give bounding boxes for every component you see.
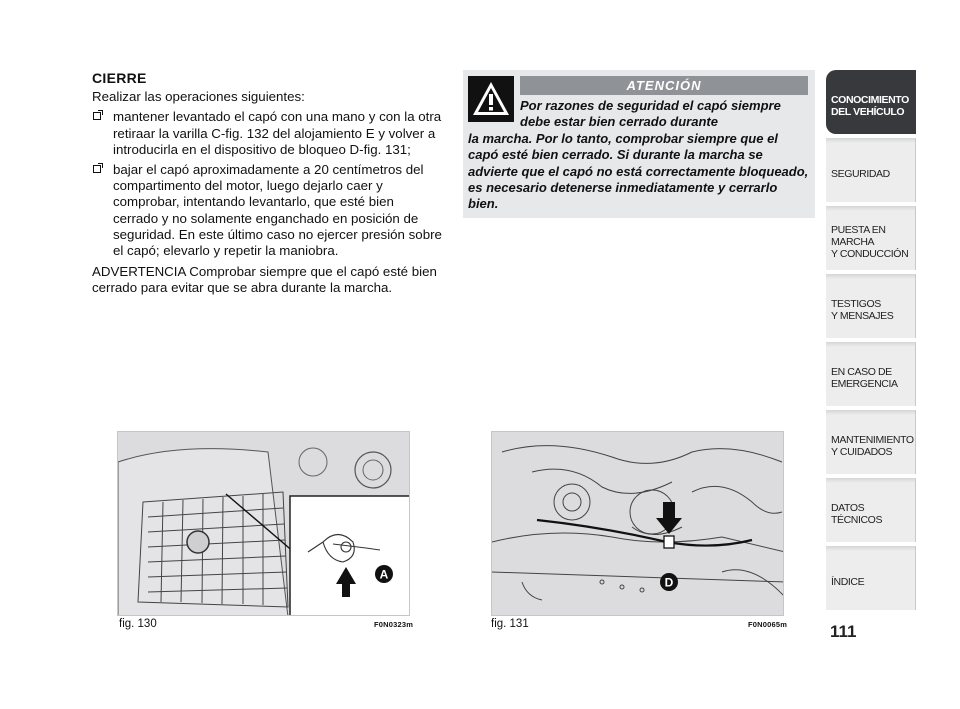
tab-label: MANTENIMIENTO Y CUIDADOS: [831, 434, 914, 458]
figure-130-caption: fig. 130: [119, 618, 157, 630]
list-item-text: bajar el capó aproximadamente a 20 centímetros del compartimento del motor, luego dejarlo caer y comprobar, intentando levantarlo, que esté bien cerrado y no solamente enganchado en posición de seguridad. En este último caso no ejercer presión sobre el capó; elevarlo y repetir la maniobra.: [113, 162, 442, 259]
tab-label: ÍNDICE: [831, 576, 865, 588]
tab-label: CONOCIMIENTO DEL VEHÍCULO: [831, 94, 909, 118]
tab-datos-tecnicos[interactable]: [826, 478, 916, 542]
figure-label-d: D: [664, 575, 674, 590]
tab-label: EN CASO DE EMERGENCIA: [831, 366, 898, 390]
tab-label: PUESTA EN MARCHA Y CONDUCCIÓN: [831, 224, 909, 260]
checkbox-bullet-icon: [93, 165, 101, 173]
figure-130-code: F0N0323m: [374, 620, 414, 629]
main-text-column: [92, 70, 442, 297]
figure-131-image: [491, 431, 784, 616]
page-number: 111: [830, 622, 857, 641]
list-item: [92, 162, 442, 259]
section-heading: CIERRE: [92, 70, 147, 86]
figure-131-code: F0N0065m: [748, 620, 788, 629]
tab-label: SEGURIDAD: [831, 168, 890, 180]
figure-131-caption: fig. 131: [491, 618, 529, 630]
engine-bay-illustration: [492, 432, 784, 616]
tab-label: DATOS TÉCNICOS: [831, 502, 883, 526]
list-item: [92, 109, 442, 158]
tab-en-caso-de-emergencia[interactable]: [826, 342, 916, 406]
warning-text: [468, 98, 810, 213]
chapter-tabs: [826, 70, 916, 614]
intro-text: Realizar las operaciones siguientes:: [92, 89, 305, 105]
warning-text-rest: la marcha. Por lo tanto, comprobar siempre que el capó esté bien cerrado. Si durante la marcha se advierte que el capó no está correctamente bloqueado, es necesario detenerse inmediatamente y cerrarlo bien.: [468, 130, 809, 212]
tab-testigos-y-mensajes[interactable]: [826, 274, 916, 338]
checkbox-bullet-icon: [93, 112, 101, 120]
tab-indice[interactable]: [826, 546, 916, 610]
warning-title: ATENCIÓN: [520, 76, 808, 95]
tab-label: TESTIGOS Y MENSAJES: [831, 298, 894, 322]
instruction-list: [92, 109, 442, 259]
advertencia-paragraph: ADVERTENCIA Comprobar siempre que el capó esté bien cerrado para evitar que se abra durante la marcha.: [92, 264, 437, 296]
tab-conocimiento-del-vehiculo[interactable]: [826, 70, 916, 134]
figure-130-image: [117, 431, 410, 616]
tab-puesta-en-marcha[interactable]: [826, 206, 916, 270]
figure-label-a: A: [379, 567, 389, 582]
list-item-text: mantener levantado el capó con una mano y con la otra retiraar la varilla C-fig. 132 del alojamiento E y volver a introducirla en el dispositivo de bloqueo D-fig. 131;: [113, 109, 442, 157]
hood-grille-illustration: [118, 432, 410, 616]
warning-text-first: Por razones de seguridad el capó siempre debe estar bien cerrado durante: [520, 98, 781, 130]
tab-seguridad[interactable]: [826, 138, 916, 202]
warning-box: [463, 70, 815, 218]
tab-mantenimiento-y-cuidados[interactable]: [826, 410, 916, 474]
